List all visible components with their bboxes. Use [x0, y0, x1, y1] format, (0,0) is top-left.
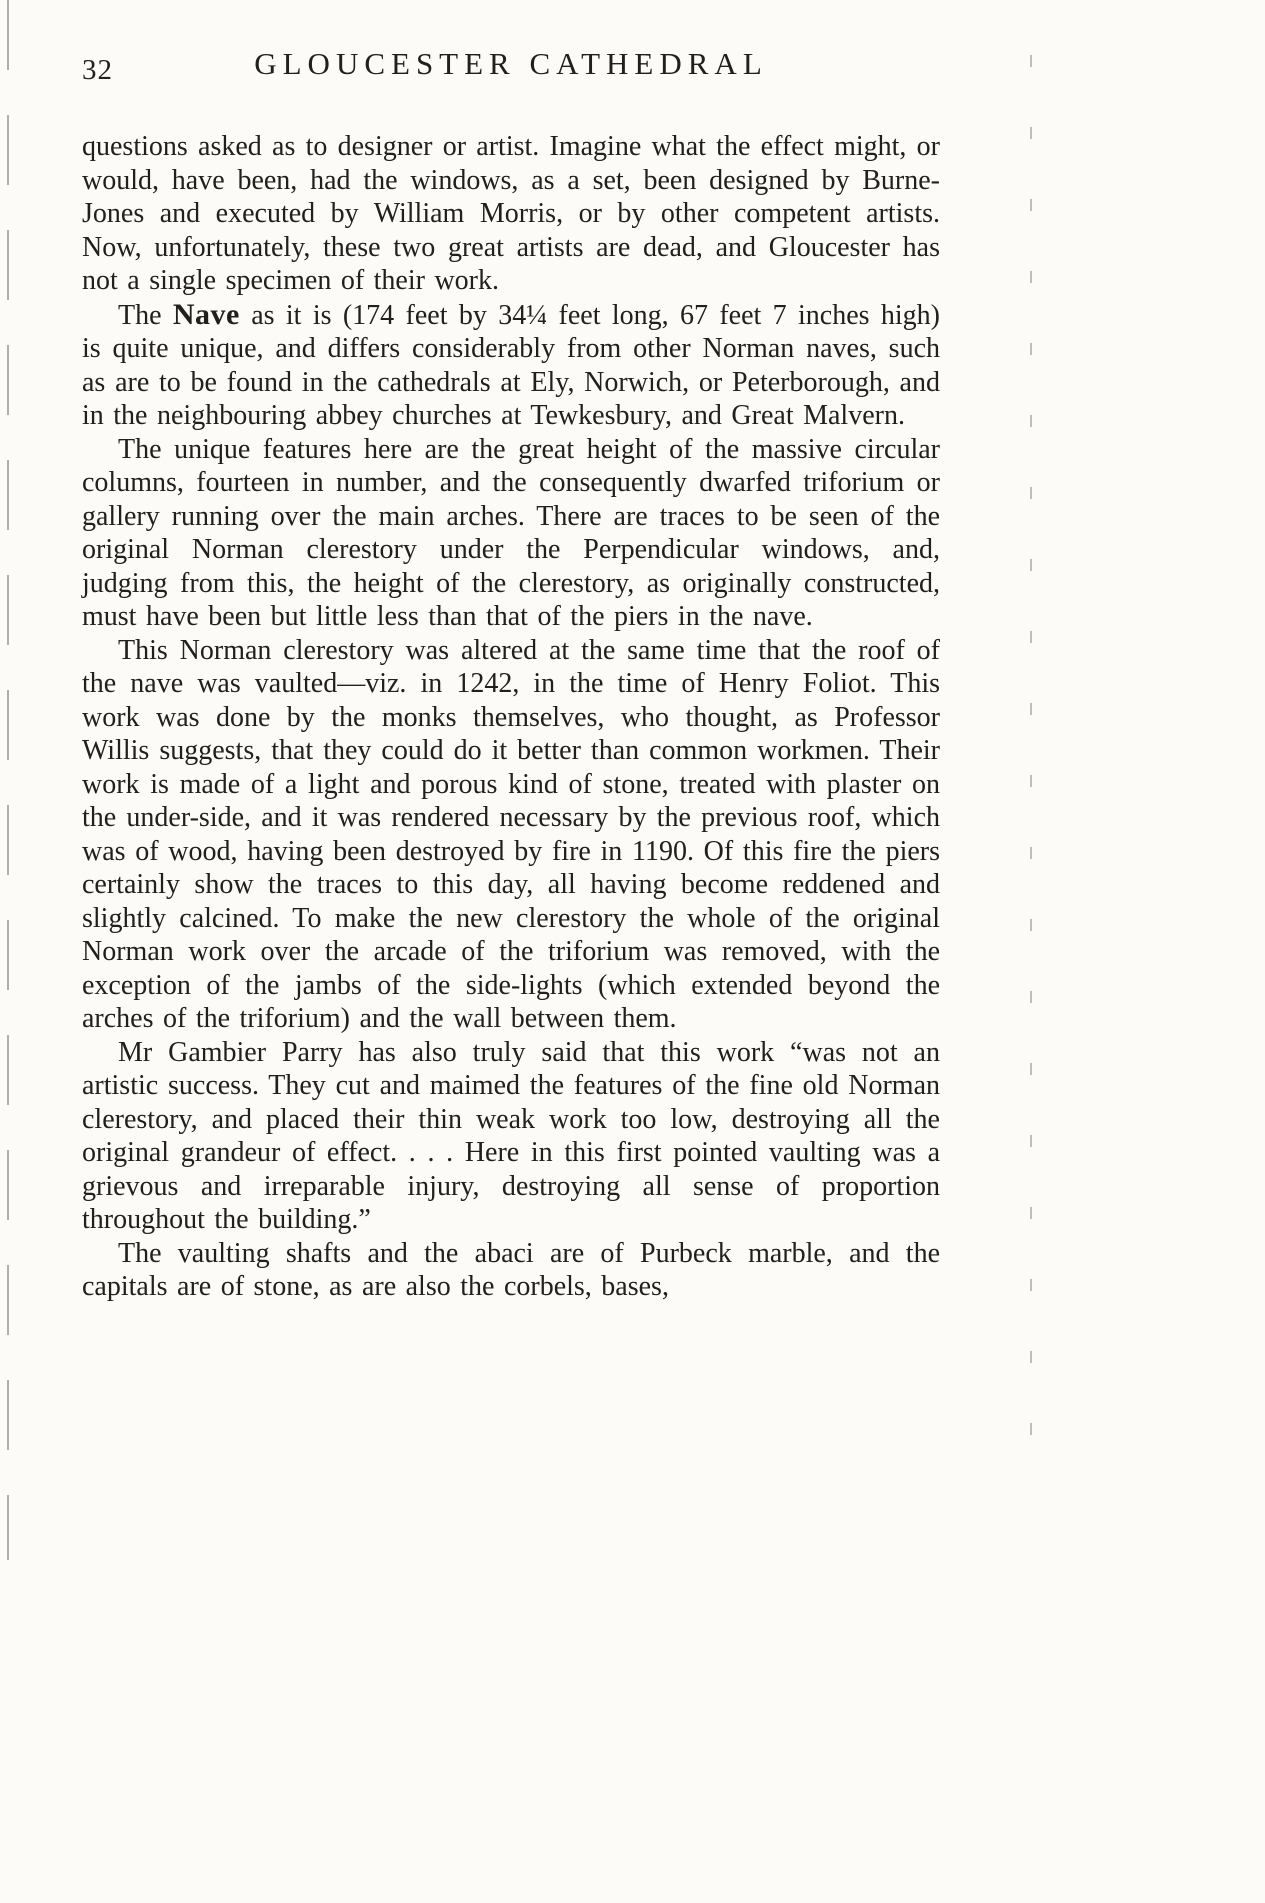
page-header [82, 46, 940, 94]
paragraph [82, 1036, 940, 1237]
bold-term: Nave [172, 297, 240, 331]
page-body [82, 130, 940, 1304]
paragraph [82, 1237, 940, 1304]
text-block [82, 46, 940, 1304]
paragraph [82, 634, 940, 1036]
text-segment: The unique features here are the great height of the massive circular columns, fourteen in number, and the consequently dwarfed triforium or gallery running over the main arches. There are traces to be seen of the original Norman clerestory under the Perpendicular windows, and, judging from this, the height of the clerestory, as originally constructed, must have been but little less than that of the piers in the nave. [82, 433, 940, 632]
text-segment: The vaulting shafts and the abaci are of Purbeck marble, and the capitals are of stone, as are also the corbels, bases, [82, 1237, 940, 1302]
text-segment: questions asked as to designer or artist. Imagine what the effect might, or would, have been, had the windows, as a set, been designed by Burne-Jones and executed by William Morris, or by other competent artists. Now, unfortunately, these two great artists are dead, and Gloucester has not a single specimen of their work. [82, 131, 940, 296]
paragraph [82, 130, 940, 298]
text-segment: as it is (174 feet by 34¼ feet long, 67 feet 7 inches high) is quite unique, and differs considerably from other Norman naves, such as are to be found in the cathedrals at Ely, Norwich, or Peterborough, and in the neighbouring abbey churches at Tewkesbury, and Great Malvern. [82, 299, 940, 431]
scan-artifact-right [1030, 55, 1032, 1485]
scan-artifact-left [7, 0, 9, 1560]
running-title: GLOUCESTER CATHEDRAL [254, 46, 768, 81]
page-number: 32 [82, 54, 113, 86]
paragraph [82, 433, 940, 634]
text-segment: Mr Gambier Parry has also truly said that this work “was not an artistic success. They cut and maimed the features of the fine old Norman clerestory, and placed their thin weak work too low, destroying all the original grandeur of effect. . . . Here in this first pointed vaulting was a grievous and irreparable injury, destroying all sense of proportion throughout the building.” [82, 1036, 940, 1235]
text-segment: The [118, 299, 173, 331]
paragraph [82, 298, 940, 433]
text-segment: This Norman clerestory was altered at the same time that the roof of the nave was vaulted—viz. in 1242, in the time of Henry Foliot. This work was done by the monks themselves, who thought, as Professor Willis suggests, that they could do it better than common workmen. Their work is made of a light and porous kind of stone, treated with plaster on the under-side, and it was rendered necessary by the previous roof, which was of wood, having been destroyed by fire in 1190. Of this fire the piers certainly show the traces to this day, all having become reddened and slightly calcined. To make the new clerestory the whole of the original Norman work over the arcade of the triforium was removed, with the exception of the jambs of the side-lights (which extended beyond the arches of the triforium) and the wall between them. [82, 634, 940, 1034]
